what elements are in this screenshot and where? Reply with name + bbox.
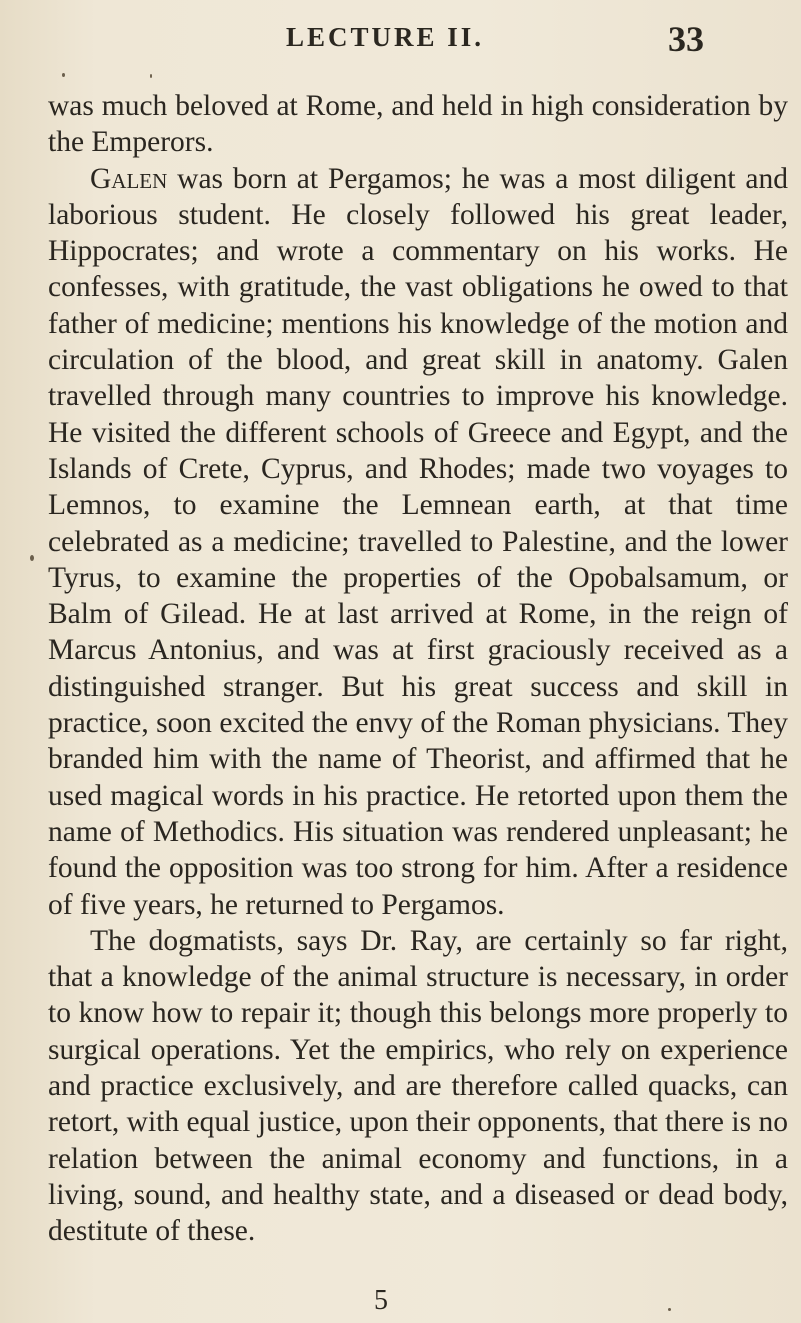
paper-speck: [150, 74, 152, 78]
paper-speck: [30, 555, 34, 561]
paragraph-dogmatists: The dogmatists, says Dr. Ray, are certainly so far right, that a knowledge of the animal structure is necessary, in order to know how to repair it; though this belongs more properly to surgical operations. Yet the empirics, who rely on experience and practice exclusively, and are therefore called quacks, can retort, with equal justice, upon their opponents, that there is no relation between the animal economy and functions, in a living, sound, and healthy state, and a diseased or dead body, destitute of these.: [48, 924, 788, 1248]
paper-speck: [668, 1308, 671, 1311]
paragraph-lead-word: Galen: [90, 162, 168, 195]
body-text: [48, 88, 788, 1250]
paragraph-text: was born at Pergamos; he was a most diligent and laborious student. He closely followed his great leader, Hippocrates; and wrote a commentary on his works. He confesses, with gratitude, the vast obligations he owed to that father of medicine; mentions his knowledge of the motion and circulation of the blood, and great skill in anatomy. Galen travelled through many countries to improve his knowledge. He visited the different schools of Greece and Egypt, and the Islands of Crete, Cyprus, and Rhodes; made two voyages to Lemnos, to examine the Lemnean earth, at that time celebrated as a medicine; travelled to Palestine, and the lower Tyrus, to examine the properties of the Opobalsamum, or Balm of Gilead. He at last arrived at Rome, in the reign of Marcus Antonius, and was at first graciously received as a distinguished stranger. But his great success and skill in practice, soon excited the envy of the Roman physicians. They branded him with the name of Theorist, and affirmed that he used magical words in his practice. He retorted upon them the name of Methodics. His situation was rendered unpleasant; he found the opposition was too strong for him. After a residence of five years, he returned to Pergamos.: [48, 162, 788, 921]
signature-mark: 5: [374, 1285, 388, 1316]
page-number: 33: [668, 19, 704, 59]
paper-speck: [62, 73, 65, 77]
paragraph-continuation: was much beloved at Rome, and held in high consideration by the Emperors.: [48, 90, 788, 159]
page-header: [0, 18, 801, 58]
paragraph-galen: [48, 161, 788, 923]
running-head: LECTURE II.: [286, 22, 485, 52]
